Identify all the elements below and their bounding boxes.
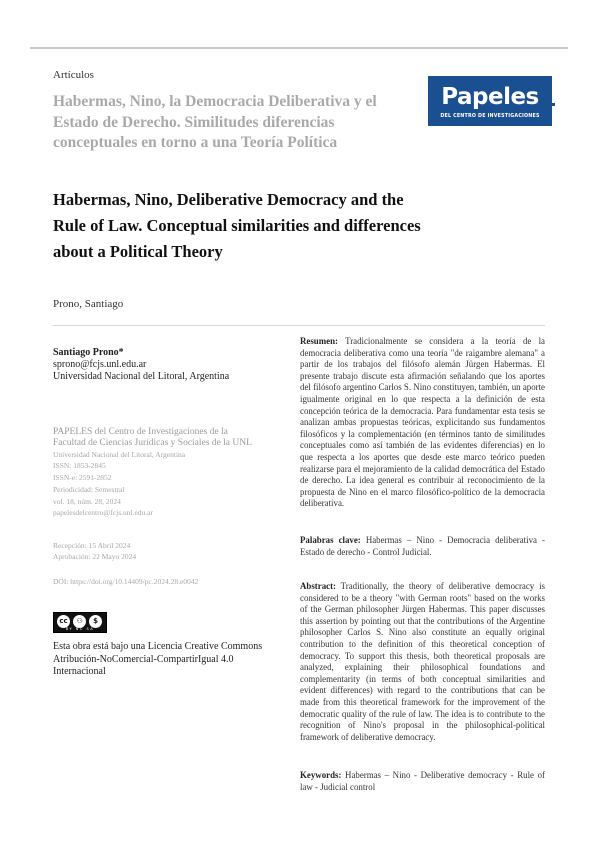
palabras-clave-label: Palabras clave:: [300, 535, 361, 545]
noncommercial-icon: $: [89, 615, 102, 628]
received-date: Recepción: 15 Abril 2024: [53, 541, 131, 550]
title-spanish: Habermas, Nino, la Democracia Deliberativa y el Estado de Derecho. Similitudes diferencias conceptuales en torno a una Teoría Política: [53, 93, 377, 151]
publisher-line-2: Facultad de Ciencias Jurídicas y Sociales de la UNL: [53, 438, 252, 448]
logo-word: Papeles: [441, 84, 539, 110]
resumen-label: Resumen:: [300, 336, 338, 346]
journal-email[interactable]: papelesdelcentro@fcjs.unl.edu.ar: [53, 508, 153, 517]
keywords-label: Keywords:: [300, 770, 342, 780]
abstract-text: Traditionally, the theory of deliberative democracy is considered to be a theory "with German roots" based on the works of the German philosopher Jürgen Habermas. This paper discusses this assertion by pointing out that the contributions of the Argentine philosopher Carlos S. Nino also constitute an equally original contribution to the definition of this theoretical conception of democracy. To support this thesis, both theoretical proposals are analyzed, explaining their philosophical foundations and complementarity (in terms of both conceptual similarities and evident differences) with regard to the contributions that can be made from this theoretical framework for the improvement of the democratic quality of the rule of law. The idea is to contribute to the recognition of Nino's proposal in the philosophical-political framework of deliberative democracy.: [300, 581, 545, 742]
license-suffix: Internacional: [53, 666, 106, 677]
abstract-block: [300, 581, 545, 743]
section-label: Artículos: [53, 69, 94, 81]
issn: ISSN: 1853-2845: [53, 461, 106, 470]
resumen-text: Tradicionalmente se considera a la teoría de la democracia deliberativa como una teoría "de raigambre alemana" a partir de los trabajos del filósofo alemán Jürgen Habermas. El presente trabajo discute esta afirmación señalando que los aportes del filósofo argentino Carlos S. Nino constituyen, también, un aporte igualmente original en lo que respecta a la definición de esta concepción teórica de la democracia. Para fundamentar esta tesis se analizan ambas propuestas teóricas, explicitando sus fundamentos filosóficos y la complementación (en términos tanto de similitudes conceptuales como así también de las evidentes diferencias) en lo que respecta a los aportes que desde este marco teórico pueden realizarse para el mejoramiento de la calidad democrática del Estado de derecho. La idea general es contribuir al reconocimiento de la propuesta de Nino en el marco filosófico-político de la democracia deliberativa.: [300, 336, 545, 509]
publisher-line-1: PAPELES del Centro de Investigaciones de la: [53, 427, 228, 437]
resumen-block: [300, 336, 545, 510]
periodicity: Periodicidad: Semestral: [53, 485, 125, 494]
publisher-university: Universidad Nacional del Litoral, Argentina: [53, 450, 186, 459]
palabras-clave-block: [300, 535, 545, 558]
title-english: Habermas, Nino, Deliberative Democracy and the Rule of Law. Conceptual similarities and differences about a Political Theory: [53, 190, 421, 261]
author-name: Santiago Prono*: [53, 347, 124, 358]
license-link[interactable]: Licencia Creative Commons Atribución-NoComercial-CompartirIgual 4.0: [53, 641, 263, 665]
attribution-icon: ⚇: [73, 615, 86, 628]
keywords-block: [300, 770, 545, 793]
header-divider: [53, 325, 545, 326]
abstract-label: Abstract:: [300, 581, 336, 591]
palabras-clave-text: Habermas – Nino - Democracia deliberativa - Estado de derecho - Control Judicial.: [300, 535, 545, 557]
author-email[interactable]: sprono@fcjs.unl.edu.ar: [53, 359, 147, 370]
top-divider: [30, 47, 568, 49]
keywords-text: Habermas – Nino - Deliberative democracy - Rule of law - Judicial control: [300, 770, 545, 792]
author-line: Prono, Santiago: [53, 298, 124, 310]
doi-link[interactable]: DOI: https://doi.org/10.14409/pc.2024.28.e0042: [53, 577, 199, 586]
license-statement: [53, 641, 283, 679]
logo-subtitle: DEL CENTRO DE INVESTIGACIONES: [440, 114, 540, 119]
issn-e: ISSN-e: 2591-2852: [53, 473, 112, 482]
author-university: Universidad Nacional del Litoral, Argentina: [53, 371, 230, 382]
approved-date: Aprobación: 22 Mayo 2024: [53, 552, 137, 561]
license-prefix: Esta obra está bajo una: [53, 641, 148, 652]
logo-dot: [552, 103, 555, 106]
journal-logo: [428, 76, 552, 126]
creative-commons-icon: cc: [57, 615, 70, 628]
cc-badge-labels: BY NC SA: [65, 627, 95, 631]
cc-license-badge[interactable]: [53, 612, 107, 633]
volume-issue: vol. 18, núm. 28, 2024: [53, 497, 121, 506]
